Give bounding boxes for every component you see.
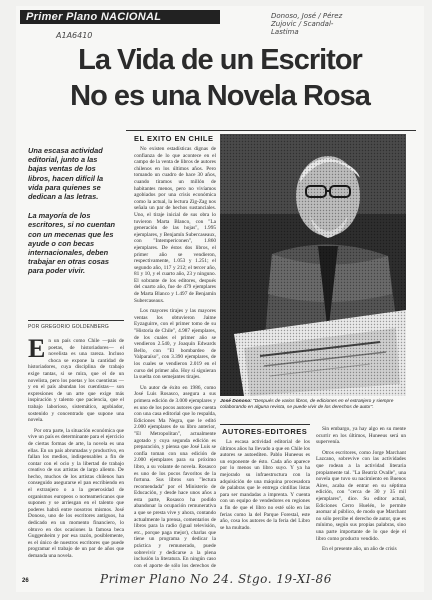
byline: POR GREGORIO GOLDENBERG xyxy=(28,324,110,330)
handwritten-code: A1A6410 xyxy=(56,31,93,40)
photo-jose-donoso xyxy=(220,134,406,396)
newspaper-clipping xyxy=(16,6,424,592)
photo-caption xyxy=(220,399,406,411)
el-exito-p2: Los mayores tirajes y las mayores ventas los obtuvieron Jaime Eyzaguirre, con el primer tomo de su "Historia de Chile", 4.987 ejemplares, de los cuales el primer año se vendieron 2.540, y Joaquín Edwards Bello, con "El bombardeo de Valparaíso", con 3.390 ejemplares, de los cuales se vendieron 2.019 en el curso del primer año. Hoy sí siguieran la suelta con semejantes tirajes. xyxy=(134,308,216,381)
headline-line-2: No es una Novela Rosa xyxy=(70,80,370,112)
el-exito-p3: Un autor de éxito en 1986, como José Luis Rosasco, asegura a sus primera edición de 3.000 ejemplares y es uno de los pocos autores que cuenta con una casa editorial que lo respalda, Ediciones Ma Negra, que le editó 2.000 ejemplares de su libro anterior, "El Metropolitan", actualmente agotado y cuya segunda edición es preparación, y piensa que José Luis se confía toman con una edición de 2.000 ejemplares para su próximo libro, a su volante de novela. Rosasco es uno de los pocos favoritos de la fortuna. Sus libros son "lectura recomendada" por el Ministerio de Educación, y desde hace unos años a esta parte, Rosasco ha podido abandonar la ocupación remunerativa a que se presta vive y ahora, contando actualmente la prensa, comentarios de libros para la radio (igual televisión, etc., porque paga mejor), charlas que tiene un programa y dedicar la práctica y remunerado, puede sobrevivir y dedicarse a la plena inclusión la literatura. En ningún caso con el aporte de sólo los derechos de xyxy=(134,384,216,569)
autores-p1: La escasa actividad editorial de los últimos años ha llevado a que en Chile los autores se autoediten. Pablo Huneeus es un exponente de ésto. Cada año aparece por lo menos un libro suyo. Y ya ha mejorado su infraestructura con la adquisición de una máquina procesadora de palabras que le entrega cintillas listas para ser mandadas a imprenta. Y cuenta con un equipo de vendedores en regiones a fin de que el libro no esté sólo en las ferias como la del Parque Forestal, este año, cosa los autores de la feria del Libro se ha multado. xyxy=(220,439,310,531)
pull-quote-2: La mayoría de los escritores, si no cuentan con un mecenas que les ayude o con becas internacionales, deben trabajar en otras cosas para poder vivir. xyxy=(28,211,116,276)
page-number: 26 xyxy=(22,578,29,584)
main-article-column xyxy=(28,338,124,570)
autores-p2: Sin embargo, ya hay algo en su mente ocurrir en los últimos, Huneeus será un supervenía. xyxy=(316,426,406,446)
main-article-p2: Por otra parte, la situación económica que vive un país es determinante para el ejercicio de ciertas formas de arte, la novela es una ellas. En un país abrumadas y productivo, en fallan los medios, indispensables a fin de contar con el ocio y la libertad de trabajo creativo de sus artistas de largo aliento. De hecho, muchos de los artistas chilenos han conseguido asegurarse el pan escribiendo en el extranjero o a la generosidad de organismos europeos o norteamericanos que suponen y se arriesgan en el talento que poderes habrá entre nosotros mismos. José Donoso, uno de los escritores antiguos, ha dedicado en un momento financiero, lo obtuvo en dos ocasiones la famosa beca Guggenheim y por esa razón, posiblemente, es el único de nuestros escritores que puede programar el trabajo de un par de años que demanda una novela. xyxy=(28,427,124,559)
autores-column-1 xyxy=(220,439,310,570)
pull-quote-1: Una escasa actividad editorial, junto a las bajas ventas de los libros, hacen difícil la vida para quienes se dedican a las letras. xyxy=(28,146,104,202)
handwritten-top-note: Donoso, José / Pérez Zujovic / Scandal-Lastima xyxy=(271,12,343,36)
section-bar xyxy=(20,10,220,24)
caption-text: "Después de varios libros, de ediciones en el extranjero y siempre colaborando en alguna revista, se puede vivir de los derechos de autor". xyxy=(220,399,394,410)
autores-rule xyxy=(220,424,310,425)
caption-name: José Donoso: xyxy=(220,399,252,404)
section-label: Primer Plano NACIONAL xyxy=(26,11,162,23)
autores-p4: En el presente año, un año de crisis xyxy=(322,546,397,553)
autores-p3: Otros escritores, como Jorge Marchant Lazcano, sobrevive con las actividades que rodean a la actividad literaria propiamente tal. "La Beatriz Ovalle", una novela que tuvo su nacimiento en Buenos Aires, acaba de entrar en su séptima edición, con "cerca de 30 y 35 mil ejemplares", dice. Su editor actual, Ediciones Cerro Huelén, le permite asomar al público, de modo que Marchant no sólo percibe el derecho de autor, que es mínimo, según sus propias palabras, sino una parte importante de lo que deje el libro como producto vendido. xyxy=(316,449,406,542)
handwritten-bottom-note: Primer Plano No 24. Stgo. 19-XI-86 xyxy=(100,572,332,586)
header-rule xyxy=(126,130,416,131)
el-exito-heading: EL EXITO EN CHILE xyxy=(134,134,214,143)
portrait-image xyxy=(220,134,406,396)
byline-rule xyxy=(28,320,124,321)
autores-editores-heading: AUTORES-EDITORES xyxy=(222,427,308,436)
main-article-p1: n un país como Chile —país de poetas, de historiadores— el novelista es una rareza. Incluso choca se expone la cantidad de historiadores, cuya disciplina de trabajo exige tantas, si se mira, que el de un novelista, pero los poetas y los cuentistas —y en el país abundan los cuentistas— son expresiones de un arte que exige más inspiración y talento que paciencia, que el trabajo laborioso, sistemático, agobiador, sostenido y concentrado que supone una novela. xyxy=(28,338,124,424)
autores-column-2 xyxy=(316,426,406,570)
dropcap: E xyxy=(28,338,46,363)
el-exito-column xyxy=(134,146,216,570)
headline-line-1: La Vida de un Escritor xyxy=(78,44,362,76)
el-exito-p1: No existen estadísticas dignas de confianza de lo que acontece en el campo de la venta de libros de autores chilenos en los últimos años. Pero tomando un cuadro de hace 30 años, cuando tiramos un millón de habitantes menos, pero no vivíamos agobiados por una crisis económica como la actual, la lectura Zig-Zag nos señala un par de hechos sustanciales. Uno, el tiraje inicial de sus obra lo tuvieron Marta Blanco, con "La generación de las hojas", 1.995 ejemplares, y Benjamín Subercaseaux, con "Intempericonen", 1.860 ejemplares. De éstos dos libros, el primer año se vendieron, respectivamente, 1.053 y 1.251; el segundo año, 117 y 212; el tercer año, 81 y 10, y el cuarto año, 23 y ninguno. El sobrante de los editores, después del cuarto año, fue de 479 ejemplares de Marta Blanco y 1.497 de Benjamín Subercaseaux. xyxy=(134,146,216,304)
pull-quote-block xyxy=(28,146,118,286)
